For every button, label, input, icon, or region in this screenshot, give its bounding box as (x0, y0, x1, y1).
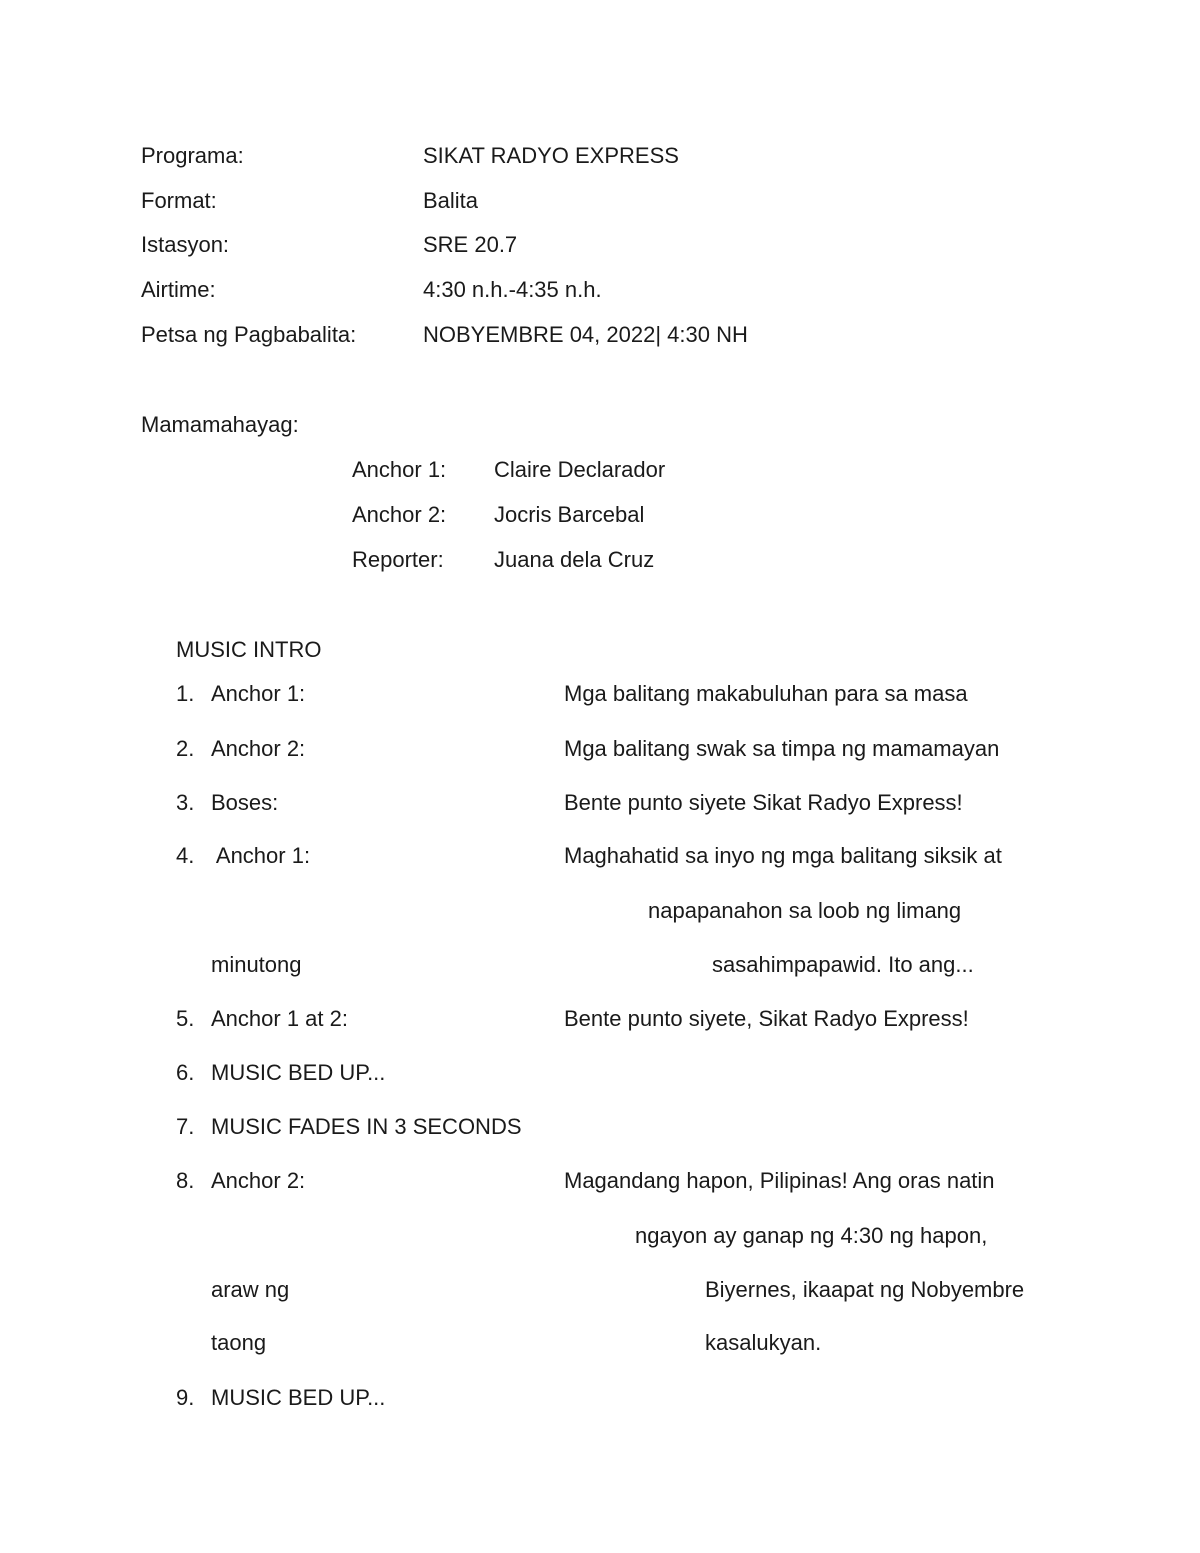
line-speaker: Anchor 1 at 2: (211, 1006, 348, 1031)
line-speaker: Anchor 2: (211, 1168, 306, 1193)
line-text: Mga balitang swak sa timpa ng mamamayan (564, 736, 1000, 761)
line-text-continuation: araw ng (211, 1277, 290, 1302)
line-number: 4. (176, 843, 195, 868)
istasyon-value: SRE 20.7 (423, 232, 518, 257)
programa-value: SIKAT RADYO EXPRESS (423, 143, 679, 168)
line-cue: MUSIC BED UP... (211, 1060, 386, 1085)
line-number: 9. (176, 1385, 195, 1410)
line-text-continuation: ngayon ay ganap ng 4:30 ng hapon, (635, 1223, 988, 1248)
line-number: 3. (176, 790, 195, 815)
line-number: 5. (176, 1006, 195, 1031)
line-speaker: Anchor 1: (211, 843, 311, 868)
programa-label: Programa: (141, 143, 244, 168)
line-text: Mga balitang makabuluhan para sa masa (564, 681, 968, 706)
line-number: 8. (176, 1168, 195, 1193)
line-speaker: Anchor 1: (211, 681, 306, 706)
format-label: Format: (141, 188, 217, 213)
music-intro: MUSIC INTRO (176, 637, 322, 662)
reporter-role: Reporter: (352, 547, 444, 572)
petsa-label: Petsa ng Pagbabalita: (141, 322, 357, 347)
anchor1-name: Claire Declarador (494, 457, 666, 482)
line-text: Maghahatid sa inyo ng mga balitang siksik at (564, 843, 1002, 868)
line-text-continuation: minutong (211, 952, 302, 977)
line-text: Bente punto siyete, Sikat Radyo Express! (564, 1006, 969, 1031)
petsa-value: NOBYEMBRE 04, 2022| 4:30 NH (423, 322, 748, 347)
line-text-continuation: napapanahon sa loob ng limang (648, 898, 962, 923)
line-text: Bente punto siyete Sikat Radyo Express! (564, 790, 963, 815)
line-speaker: Anchor 2: (211, 736, 306, 761)
airtime-label: Airtime: (141, 277, 216, 302)
line-text-continuation: taong (211, 1330, 267, 1355)
line-number: 7. (176, 1114, 195, 1139)
line-text-continuation: kasalukyan. (705, 1330, 822, 1355)
reporter-name: Juana dela Cruz (494, 547, 655, 572)
istasyon-label: Istasyon: (141, 232, 230, 257)
line-text-continuation: Biyernes, ikaapat ng Nobyembre (705, 1277, 1025, 1302)
line-cue: MUSIC FADES IN 3 SECONDS (211, 1114, 522, 1139)
format-value: Balita (423, 188, 479, 213)
anchor1-role: Anchor 1: (352, 457, 447, 482)
line-cue: MUSIC BED UP... (211, 1385, 386, 1410)
line-speaker: Boses: (211, 790, 279, 815)
anchor2-role: Anchor 2: (352, 502, 447, 527)
airtime-value: 4:30 n.h.-4:35 n.h. (423, 277, 602, 302)
line-number: 6. (176, 1060, 195, 1085)
anchor2-name: Jocris Barcebal (494, 502, 645, 527)
line-text-continuation: sasahimpapawid. Ito ang... (712, 952, 974, 977)
line-number: 2. (176, 736, 195, 761)
mamamahayag-label: Mamamahayag: (141, 412, 299, 437)
line-number: 1. (176, 681, 195, 706)
line-text: Magandang hapon, Pilipinas! Ang oras natin (564, 1168, 995, 1193)
